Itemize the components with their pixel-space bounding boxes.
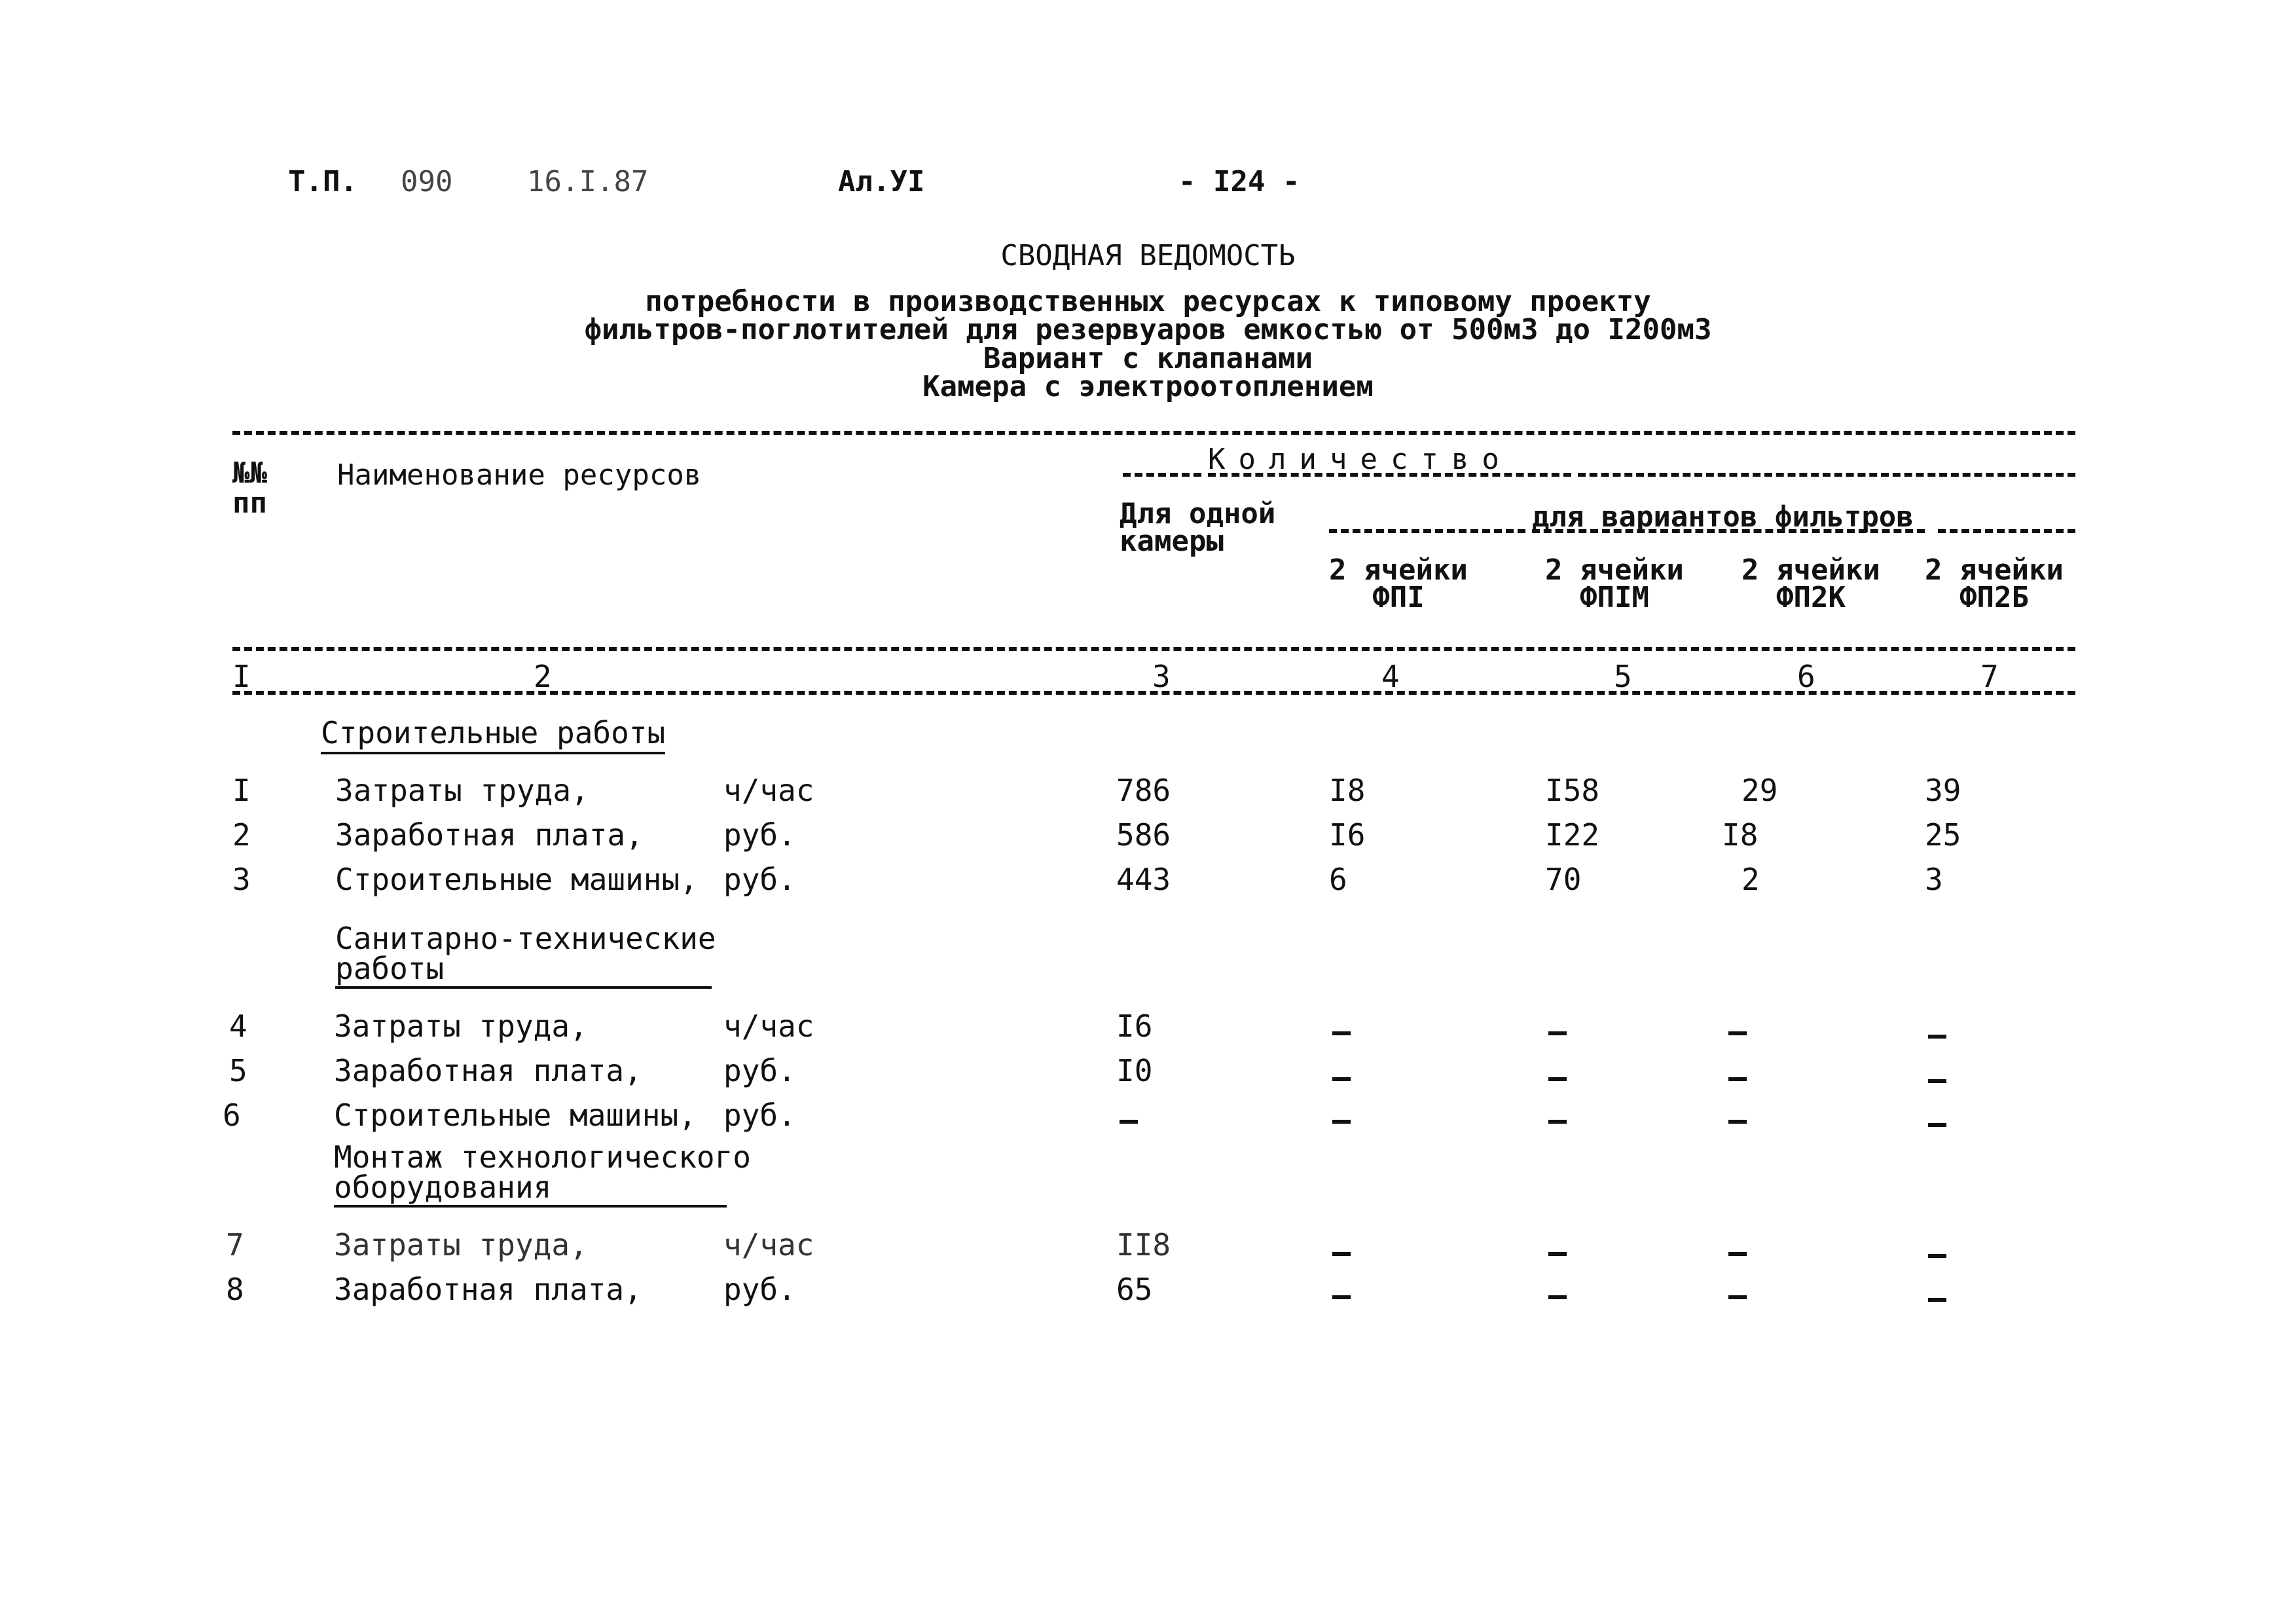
row-value-fp2k — [1728, 1295, 1747, 1299]
document-subtitle-line4: Камера с электроотоплением — [922, 370, 1374, 403]
row-value-fp1m — [1548, 1295, 1567, 1299]
row-value-per-camera: 443 — [1116, 862, 1171, 897]
row-resource-name: Затраты труда, — [334, 1008, 588, 1044]
row-unit: руб. — [723, 817, 796, 853]
row-value-fp2k — [1728, 1120, 1747, 1124]
col-head-number: №№ пп — [232, 456, 267, 520]
row-value-per-camera: I0 — [1116, 1053, 1153, 1088]
row-number: 2 — [232, 817, 251, 853]
row-value-fp1: I8 — [1329, 773, 1366, 808]
col-head-per-camera: Для одной камеры — [1120, 497, 1276, 558]
row-value-fp2k: I8 — [1722, 817, 1758, 853]
col-number-4: 4 — [1381, 659, 1400, 694]
row-number: 3 — [232, 862, 251, 897]
col-head-variant-fp2k: 2 ячейки ФП2К — [1741, 553, 1880, 614]
row-resource-name: Строительные машины, — [335, 862, 698, 897]
variants-rule-left — [1329, 529, 1525, 533]
col-head-name: Наименование ресурсов — [337, 458, 702, 492]
document-subtitle-line2: фильтров-поглотителей для резервуаров емкостью от 500м3 до I200м3 — [584, 313, 1712, 346]
quantity-rule-right — [1578, 473, 2075, 477]
row-value-fp1m: I58 — [1545, 773, 1600, 808]
row-number: 5 — [229, 1053, 247, 1088]
row-value-per-camera: 586 — [1116, 817, 1171, 853]
col-head-variant-fp1m: 2 ячейки ФПIМ — [1545, 553, 1684, 614]
col-head-variant-fp2b: 2 ячейки ФП2Б — [1925, 553, 2064, 614]
row-number: 6 — [223, 1098, 241, 1133]
row-value-fp1m: 70 — [1545, 862, 1582, 897]
row-value-fp2k: 29 — [1741, 773, 1778, 808]
doc-code-prefix: Т.П. — [288, 165, 357, 198]
row-value-fp1m — [1548, 1031, 1567, 1035]
row-value-fp1m — [1548, 1120, 1567, 1124]
album-number: Ал.УI — [838, 165, 925, 198]
row-value-fp1m: I22 — [1545, 817, 1600, 853]
row-value-fp2b — [1928, 1079, 1946, 1083]
row-value-fp1 — [1332, 1077, 1351, 1081]
row-value-fp1m — [1548, 1252, 1567, 1256]
row-unit: ч/час — [723, 773, 814, 808]
row-resource-name: Строительные машины, — [334, 1098, 697, 1133]
row-value-fp1: 6 — [1329, 862, 1347, 897]
col-numbers-rule — [232, 691, 2075, 695]
doc-date: 16.I.87 — [527, 165, 649, 198]
row-unit: руб. — [723, 1098, 796, 1133]
row-value-fp1: I6 — [1329, 817, 1366, 853]
col-head-variant-fp1: 2 ячейки ФПI — [1329, 553, 1468, 614]
row-value-fp2k — [1728, 1252, 1747, 1256]
document-title: СВОДНАЯ ВЕДОМОСТЬ — [1000, 239, 1296, 272]
col-head-variants: для вариантов фильтров — [1532, 500, 1914, 534]
row-value-per-camera: 65 — [1116, 1272, 1153, 1307]
col-number-5: 5 — [1614, 659, 1632, 694]
row-value-fp2b: 25 — [1925, 817, 1961, 853]
row-value-per-camera: II8 — [1116, 1227, 1171, 1263]
row-value-fp2k — [1728, 1031, 1747, 1035]
quantity-underline — [1208, 473, 1571, 477]
row-value-fp1 — [1332, 1120, 1351, 1124]
doc-code-number: 090 — [401, 165, 453, 198]
variants-rule-right — [1938, 529, 2075, 533]
variants-underline — [1532, 529, 1925, 533]
col-number-2: 2 — [534, 659, 552, 694]
document-subtitle-line1: потребности в производственных ресурсах к типовому проекту — [645, 285, 1651, 318]
table-top-rule — [232, 431, 2075, 435]
row-value-fp2b — [1928, 1298, 1946, 1302]
row-resource-name: Затраты труда, — [334, 1227, 588, 1263]
header-bottom-rule — [232, 647, 2075, 651]
row-number: 8 — [226, 1272, 244, 1307]
row-value-fp2k: 2 — [1741, 862, 1760, 897]
section-title-construction: Строительные работы — [321, 715, 665, 750]
col-number-7: 7 — [1980, 659, 1999, 694]
row-unit: руб. — [723, 1053, 796, 1088]
row-value-fp1m — [1548, 1077, 1567, 1081]
row-value-per-camera: I6 — [1116, 1008, 1153, 1044]
row-unit: ч/час — [723, 1227, 814, 1263]
row-number: I — [232, 773, 251, 808]
row-value-fp2k — [1728, 1077, 1747, 1081]
row-value-fp2b — [1928, 1035, 1946, 1039]
row-unit: руб. — [723, 862, 796, 897]
row-resource-name: Затраты труда, — [335, 773, 589, 808]
col-number-1: I — [232, 659, 251, 694]
row-value-fp1 — [1332, 1295, 1351, 1299]
row-value-fp2b — [1928, 1254, 1946, 1258]
row-resource-name: Заработная плата, — [334, 1272, 642, 1307]
col-head-quantity: Количество — [1208, 443, 1512, 476]
row-value-per-camera — [1120, 1120, 1138, 1124]
section-title-sanitary: Санитарно-технические работы — [335, 923, 712, 989]
row-unit: руб. — [723, 1272, 796, 1307]
section-title-equipment-installation: Монтаж технологического оборудования — [334, 1142, 727, 1208]
row-number: 7 — [226, 1227, 244, 1263]
row-unit: ч/час — [723, 1008, 814, 1044]
row-value-fp2b: 39 — [1925, 773, 1961, 808]
row-number: 4 — [229, 1008, 247, 1044]
col-number-3: 3 — [1152, 659, 1171, 694]
row-value-per-camera: 786 — [1116, 773, 1171, 808]
row-resource-name: Заработная плата, — [334, 1053, 642, 1088]
row-value-fp2b: 3 — [1925, 862, 1943, 897]
quantity-rule-left — [1123, 473, 1201, 477]
row-value-fp2b — [1928, 1123, 1946, 1127]
row-value-fp1 — [1332, 1252, 1351, 1256]
page-number: - I24 - — [1178, 165, 1300, 198]
row-value-fp1 — [1332, 1031, 1351, 1035]
row-resource-name: Заработная плата, — [335, 817, 644, 853]
col-number-6: 6 — [1797, 659, 1815, 694]
document-subtitle-line3: Вариант с клапанами — [983, 342, 1313, 375]
